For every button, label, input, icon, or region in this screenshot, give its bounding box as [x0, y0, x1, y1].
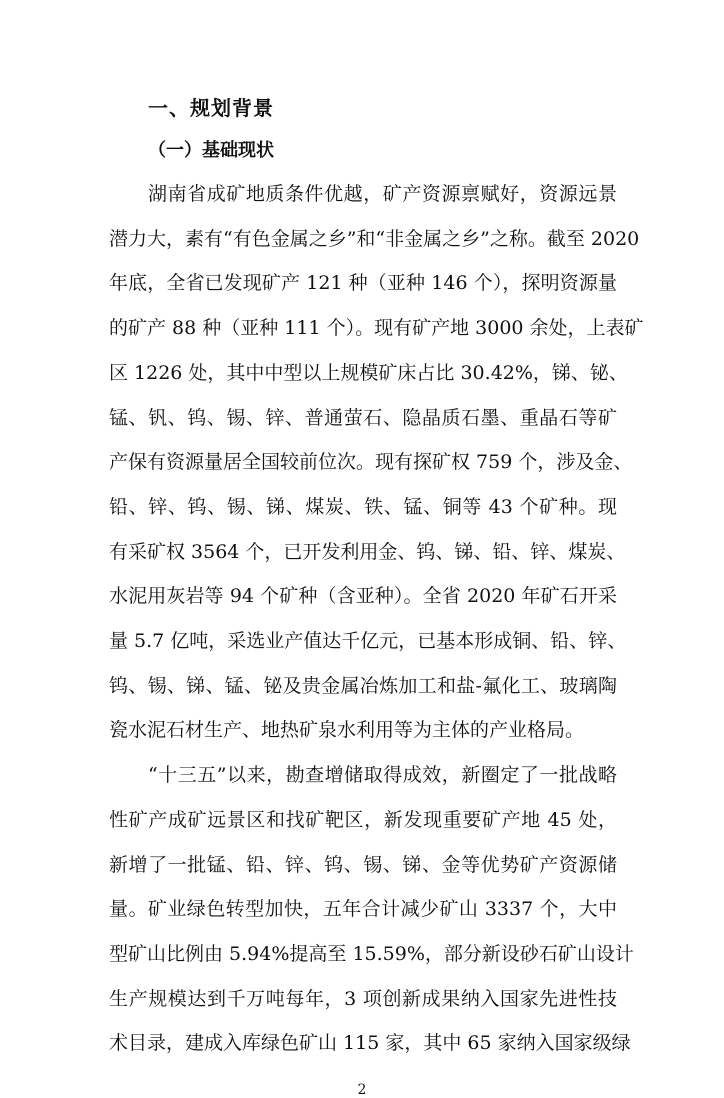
paragraph-2-line: “十三五”以来，勘查增储取得成效，新圈定了一批战略 — [148, 764, 617, 786]
paragraph-1-line: 湖南省成矿地质条件优越，矿产资源禀赋好，资源远景 — [148, 183, 617, 205]
paragraph-1-line: 瓷水泥石材生产、地热矿泉水利用等为主体的产业格局。 — [109, 719, 585, 741]
paragraph-1-line: 产保有资源量居全国较前位次。现有探矿权 759 个，涉及金、 — [109, 451, 633, 473]
paragraph-1-line: 钨、锡、锑、锰、铋及贵金属冶炼加工和盐-氟化工、玻璃陶 — [109, 675, 617, 697]
paragraph-1-line: 年底，全省已发现矿产 121 种（亚种 146 个），探明资源量 — [109, 272, 617, 294]
section-heading: 一、规划背景 — [148, 96, 274, 120]
paragraph-2-line: 型矿山比例由 5.94%提高至 15.59%，部分新设砂石矿山设计 — [109, 943, 634, 965]
paragraph-2-line: 术目录，建成入库绿色矿山 115 家，其中 65 家纳入国家级绿 — [109, 1032, 631, 1054]
page-number: 2 — [357, 1082, 367, 1098]
subsection-heading: （一）基础现状 — [148, 140, 274, 161]
paragraph-1-line: 区 1226 处，其中中型以上规模矿床占比 30.42%，锑、铋、 — [109, 362, 628, 384]
paragraph-1-line: 量 5.7 亿吨，采选业产值达千亿元，已基本形成铜、铅、锌、 — [109, 630, 627, 652]
paragraph-2-line: 生产规模达到千万吨每年，3 项创新成果纳入国家先进性技 — [109, 988, 617, 1010]
paragraph-1-line: 有采矿权 3564 个，已开发利用金、钨、锑、铅、锌、煤炭、 — [109, 541, 626, 563]
paragraph-1-line: 锰、钒、钨、锡、锌、普通萤石、隐晶质石墨、重晶石等矿 — [109, 407, 617, 429]
paragraph-1-line: 潜力大，素有“有色金属之乡”和“非金属之乡”之称。截至 2020 — [109, 228, 640, 250]
paragraph-1-line: 铅、锌、钨、锡、锑、煤炭、铁、锰、铜等 43 个矿种。现 — [109, 496, 617, 518]
paragraph-2-line: 量。矿业绿色转型加快，五年合计减少矿山 3337 个，大中 — [109, 898, 617, 920]
paragraph-2-line: 新增了一批锰、铅、锌、钨、锡、锑、金等优势矿产资源储 — [109, 854, 617, 876]
paragraph-1-line: 的矿产 88 种（亚种 111 个）。现有矿产地 3000 余处，上表矿 — [109, 317, 644, 339]
paragraph-2-line: 性矿产成矿远景区和找矿靶区，新发现重要矿产地 45 处， — [109, 809, 617, 831]
paragraph-1-line: 水泥用灰岩等 94 个矿种（含亚种）。全省 2020 年矿石开采 — [109, 585, 617, 607]
